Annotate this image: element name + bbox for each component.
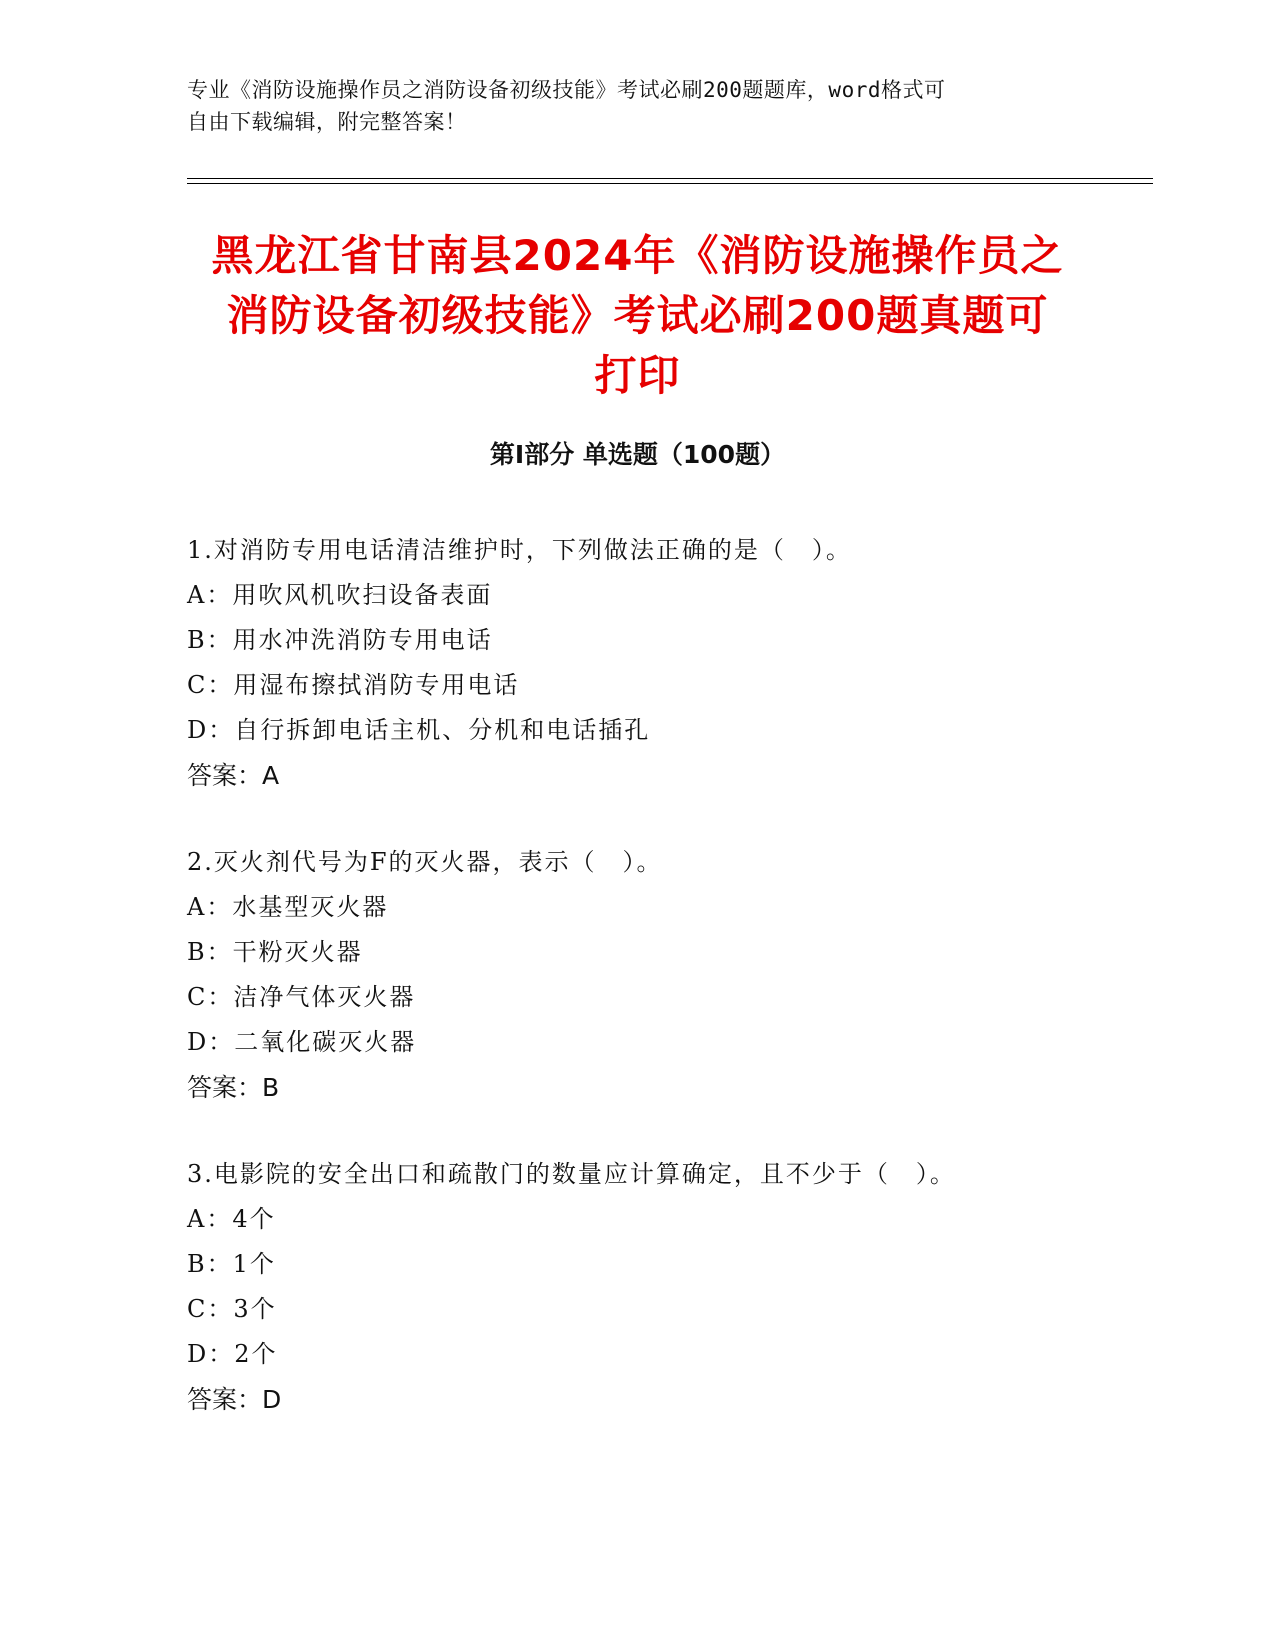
option-b: B：用水冲洗消防专用电话 [187,626,493,654]
option-b: B：干粉灭火器 [187,938,363,966]
option-d: D：自行拆卸电话主机、分机和电话插孔 [187,716,651,744]
question-3 [187,1152,1147,1422]
question-2 [187,840,1147,1110]
option-a: A：4个 [187,1205,276,1233]
header-divider-top [187,178,1153,179]
header-note-line-1: 专业《消防设施操作员之消防设备初级技能》考试必刷200题题库，word格式可 [187,78,946,102]
answer: 答案：D [187,1385,282,1414]
header-divider-bottom [187,183,1153,184]
title-line-3: 打印 [594,351,681,400]
header-note [187,74,1067,138]
question-1 [187,528,1147,798]
question-stem: 3.电影院的安全出口和疏散门的数量应计算确定，且不少于（ ）。 [187,1160,956,1188]
answer: 答案：B [187,1073,280,1102]
section-heading: 第Ⅰ部分 单选题（100题） [489,440,786,469]
title-line-1: 黑龙江省甘南县2024年《消防设施操作员之 [211,231,1064,280]
option-c: C：洁净气体灭火器 [187,983,416,1011]
question-stem: 2.灭火剂代号为F的灭火器，表示（ ）。 [187,848,663,876]
option-c: C：3个 [187,1295,277,1323]
option-a: A：用吹风机吹扫设备表面 [187,581,493,609]
option-d: D：2个 [187,1340,278,1368]
header-note-line-2: 自由下载编辑，附完整答案！ [187,110,467,134]
document-title [150,226,1125,406]
question-list [187,528,1147,1464]
title-line-2: 消防设备初级技能》考试必刷200题真题可 [226,291,1049,340]
option-c: C：用湿布擦拭消防专用电话 [187,671,520,699]
option-b: B：1个 [187,1250,276,1278]
option-d: D：二氧化碳灭火器 [187,1028,417,1056]
question-stem: 1.对消防专用电话清洁维护时，下列做法正确的是（ ）。 [187,536,852,564]
answer: 答案：A [187,761,280,790]
option-a: A：水基型灭火器 [187,893,389,921]
